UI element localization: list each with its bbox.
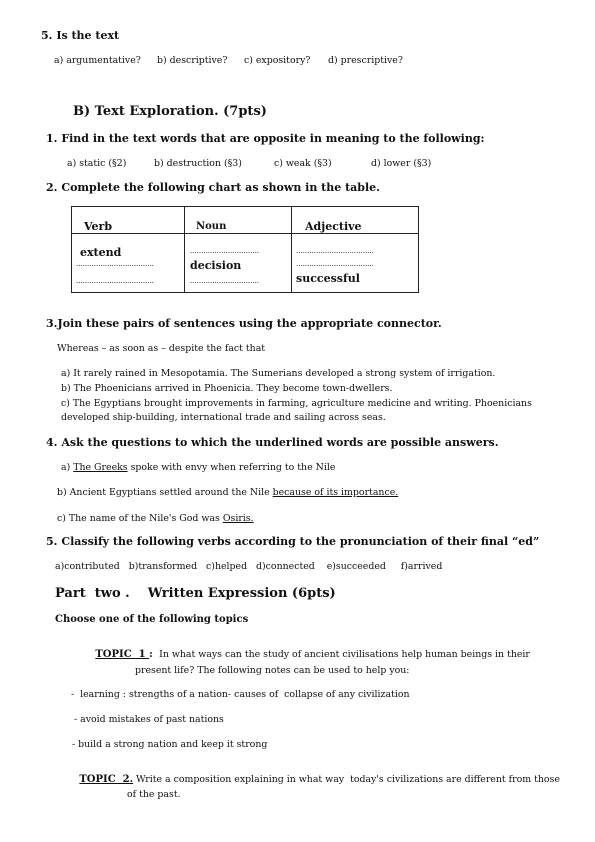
q4-item-a: [61, 463, 335, 472]
adj-blank-1: ...................................: [296, 247, 374, 255]
topic-1-colon: :: [149, 649, 153, 660]
section-b-title: B) Text Exploration. (7pts): [73, 104, 267, 119]
q1-option-d: d) lower (§3): [371, 158, 432, 169]
q4-b-prefix: b) Ancient Egyptians settled around the Nile: [57, 487, 273, 498]
header-verb-cell: [72, 207, 185, 234]
adj-successful: successful: [296, 272, 360, 285]
q5-option-a: a) argumentative?: [54, 55, 141, 66]
header-noun: Noun: [196, 221, 227, 232]
header-noun-cell: [185, 207, 292, 234]
topic-1-note-2: - avoid mistakes of past nations: [74, 714, 224, 725]
topic-1-text-cont: present life? The following notes can be used to help you:: [135, 665, 410, 676]
topic-2-text: Write a composition explaining in what way today's civilizations are different from those: [133, 774, 560, 785]
word-forms-chart: [71, 206, 419, 293]
q3-item-b: b) The Phoenicians arrived in Phoenicia. They become town-dwellers.: [61, 383, 393, 394]
q4-item-c: [57, 514, 254, 523]
topic-1-note-3: - build a strong nation and keep it strong: [72, 739, 268, 750]
q4-item-b: [57, 488, 398, 497]
topic-1-text: In what ways can the study of ancient civilisations help human beings in their: [159, 649, 530, 660]
question-4-title: 4. Ask the questions to which the underlined words are possible answers.: [46, 436, 499, 449]
question-5-title: 5. Is the text: [41, 29, 120, 42]
topic-2-label: TOPIC 2.: [79, 774, 134, 785]
adj-blank-2: ...................................: [296, 260, 374, 268]
q4-c-underlined: Osiris.: [222, 513, 254, 524]
q3-connectors: Whereas – as soon as – despite the fact that: [57, 343, 266, 354]
question-3-title: 3.Join these pairs of sentences using the appropriate connector.: [46, 317, 442, 330]
question-1-title: 1. Find in the text words that are opposite in meaning to the following:: [46, 132, 485, 145]
header-verb: Verb: [84, 220, 113, 233]
verb-blank-2: ...................................: [76, 277, 154, 285]
q1-option-a: a) static (§2): [67, 158, 127, 169]
question-5b-title: 5. Classify the following verbs according to the pronunciation of their final “ed”: [46, 535, 540, 548]
part-two-title: Part two . Written Expression (6pts): [55, 586, 336, 601]
noun-blank-1: ...............................: [190, 247, 259, 255]
verb-extend: extend: [80, 246, 122, 259]
topic-1-label: TOPIC 1: [95, 649, 150, 660]
q4-a-prefix: a): [61, 462, 74, 473]
q1-option-b: b) destruction (§3): [154, 158, 242, 169]
q1-option-c: c) weak (§3): [274, 158, 332, 169]
topic-1-note-1: - learning : strengths of a nation- causes of collapse of any civilization: [71, 689, 410, 700]
q5-option-c: c) expository?: [244, 55, 311, 66]
q5b-verbs: a)contributed b)transformed c)helped d)connected e)succeeded f)arrived: [55, 561, 443, 572]
topic-1-line: [89, 640, 530, 660]
q5-option-d: d) prescriptive?: [328, 55, 403, 66]
verb-blank-1: ...................................: [76, 260, 154, 268]
q5-option-b: b) descriptive?: [157, 55, 228, 66]
q3-item-a: a) It rarely rained in Mesopotamia. The Sumerians developed a strong system of irrigation.: [61, 368, 496, 379]
q4-a-rest: spoke with envy when referring to the Nile: [127, 462, 336, 473]
q3-item-c: c) The Egyptians brought improvements in farming, agriculture medicine and writing. Phoenicians: [61, 398, 532, 409]
q4-c-prefix: c) The name of the Nile's God was: [57, 513, 223, 524]
header-adjective-cell: [292, 207, 419, 234]
q4-b-underlined: because of its importance.: [272, 487, 399, 498]
q4-a-underlined: The Greeks: [73, 462, 128, 473]
question-2-title: 2. Complete the following chart as shown in the table.: [46, 181, 380, 194]
noun-decision: decision: [190, 259, 242, 272]
topic-2-line: [73, 765, 560, 785]
adjective-cell: [292, 234, 419, 293]
choose-topic-instruction: Choose one of the following topics: [55, 614, 249, 625]
noun-blank-2: ...............................: [190, 277, 259, 285]
header-adjective: Adjective: [305, 220, 362, 233]
q3-item-c-cont: developed ship-building, international trade and sailing across seas.: [61, 412, 386, 423]
verb-cell: [72, 234, 185, 293]
topic-2-text-cont: of the past.: [127, 789, 181, 800]
noun-cell: [185, 234, 292, 293]
